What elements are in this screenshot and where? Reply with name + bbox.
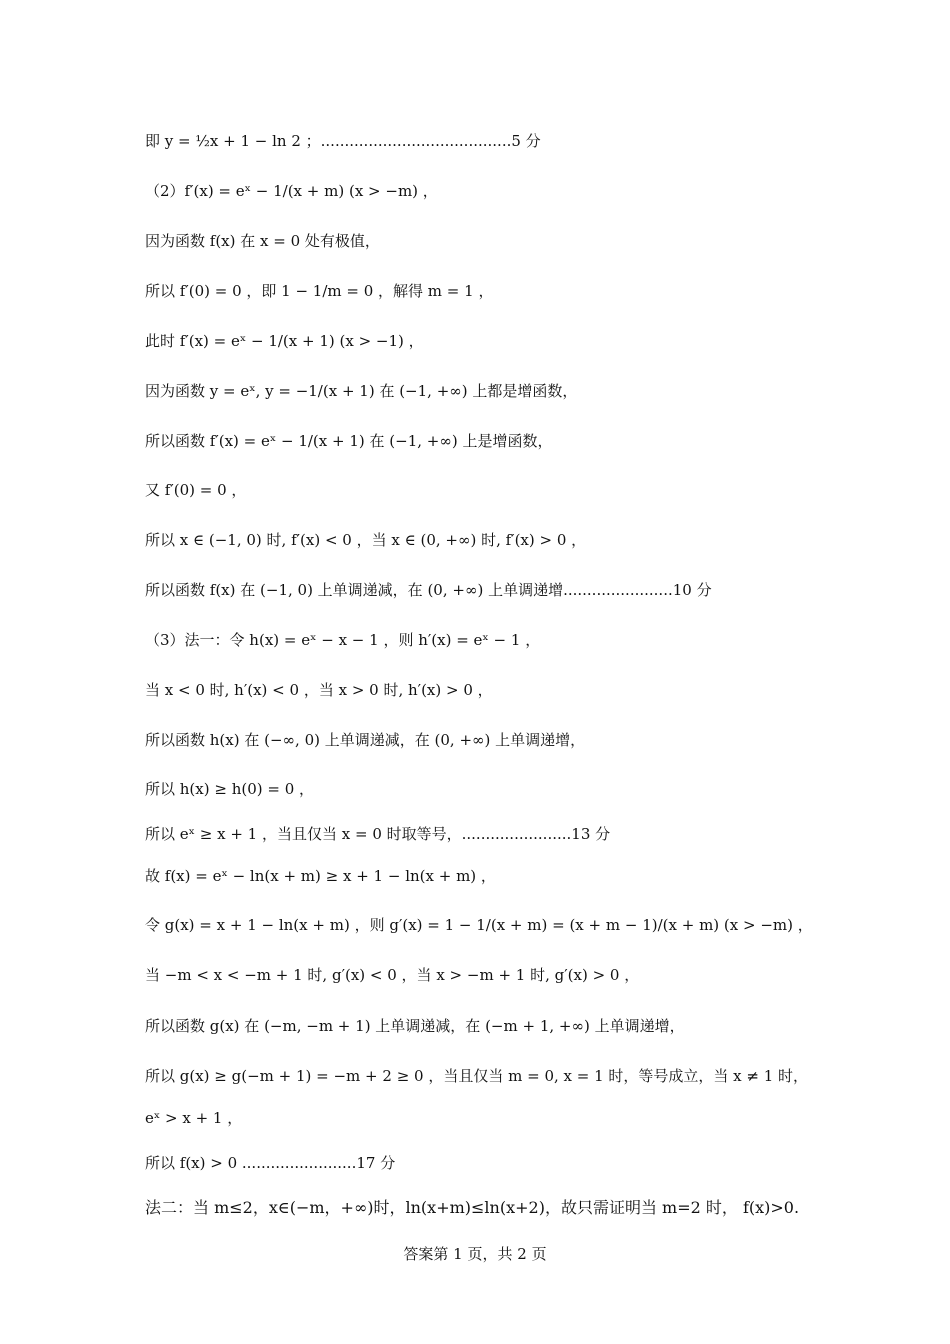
text-line: 当 x < 0 时, h′(x) < 0 ，当 x > 0 时, h′(x) > 0 ， xyxy=(145,681,493,699)
text-line: 所以 g(x) ≥ g(−m + 1) = −m + 2 ≥ 0 ，当且仅当 m = 0, x = 1 时，等号成立，当 x ≠ 1 时， xyxy=(145,1067,809,1085)
text-line: 此时 f′(x) = eˣ − 1/(x + 1) (x > −1) ， xyxy=(145,332,424,350)
text-line: 令 g(x) = x + 1 − ln(x + m) ，则 g′(x) = 1 − 1/(x + m) = (x + m − 1)/(x + m) (x > −m) ， xyxy=(145,916,813,934)
text-line: 所以 eˣ ≥ x + 1 ，当且仅当 x = 0 时取等号，.......................13 分 xyxy=(145,825,611,843)
text-line: 所以 x ∈ (−1, 0) 时, f′(x) < 0 ，当 x ∈ (0, +∞) 时, f′(x) > 0 ， xyxy=(145,531,587,549)
text-line: 所以函数 h(x) 在 (−∞, 0) 上单调递减，在 (0, +∞) 上单调递增， xyxy=(145,731,586,749)
text-line: 所以 h(x) ≥ h(0) = 0 ， xyxy=(145,780,315,798)
text-line: 所以 f′(0) = 0 ，即 1 − 1/m = 0 ，解得 m = 1 ， xyxy=(145,282,494,300)
text-line: 故 f(x) = eˣ − ln(x + m) ≥ x + 1 − ln(x + m) ， xyxy=(145,867,496,885)
text-line: 当 −m < x < −m + 1 时, g′(x) < 0 ，当 x > −m + 1 时, g′(x) > 0 ， xyxy=(145,966,640,984)
text-line: 所以函数 g(x) 在 (−m, −m + 1) 上单调递减，在 (−m + 1, +∞) 上单调递增， xyxy=(145,1017,685,1035)
page-footer: 答案第 1 页，共 2 页 xyxy=(403,1245,547,1263)
text-line: 所以 f(x) > 0 ........................17 分 xyxy=(145,1154,396,1172)
text-line: eˣ > x + 1 ， xyxy=(145,1109,243,1127)
text-line: 因为函数 y = eˣ, y = −1/(x + 1) 在 (−1, +∞) 上都是增函数， xyxy=(145,382,578,400)
text-line: 因为函数 f(x) 在 x = 0 处有极值， xyxy=(145,232,380,250)
text-line: 即 y = ½x + 1 − ln 2 ；........................................5 分 xyxy=(145,132,541,150)
text-line: 所以函数 f(x) 在 (−1, 0) 上单调递减，在 (0, +∞) 上单调递增.......................10 分 xyxy=(145,581,712,599)
text-line: （3）法一：令 h(x) = eˣ − x − 1 ，则 h′(x) = eˣ − 1 ， xyxy=(145,631,541,649)
text-line: 所以函数 f′(x) = eˣ − 1/(x + 1) 在 (−1, +∞) 上是增函数， xyxy=(145,432,553,450)
text-line: 法二：当 m≤2，x∈(−m，+∞)时，ln(x+m)≤ln(x+2)，故只需证明当 m=2 时， f(x)>0. xyxy=(145,1198,800,1217)
text-line: 又 f′(0) = 0 ， xyxy=(145,481,247,499)
text-line: （2）f′(x) = eˣ − 1/(x + m) (x > −m) ， xyxy=(145,182,438,200)
